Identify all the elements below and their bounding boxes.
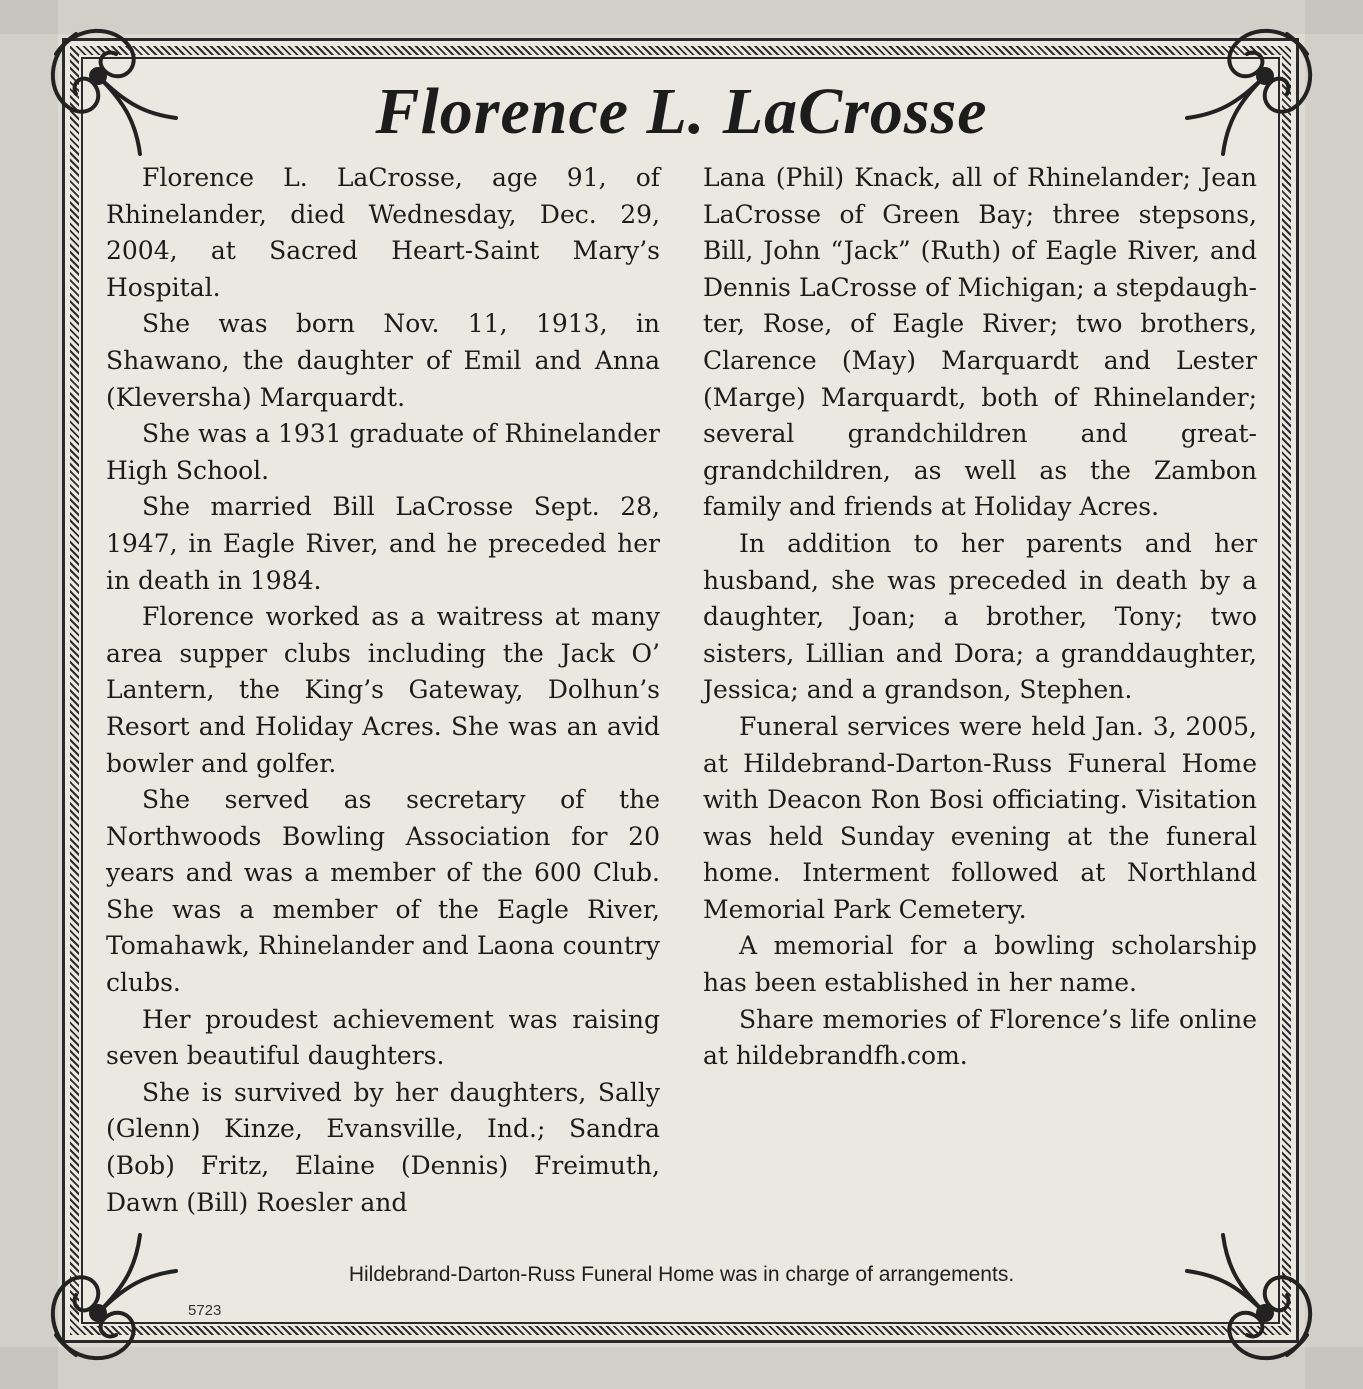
paragraph: Share memories of Florence’s life online at hildebrandfh.com.: [703, 1004, 1257, 1071]
paragraph: A memorial for a bowling scholarship has been established in her name.: [703, 931, 1257, 998]
paragraph: She was born Nov. 11, 1913, in Shawano, the daughter of Emil and Anna (Kleversha) Marquardt.: [106, 309, 660, 412]
ad-code: 5723: [188, 1302, 222, 1319]
left-column: [106, 160, 660, 1221]
funeral-home-credit: Hildebrand-Darton-Russ Funeral Home was in charge of arrangements.: [348, 1263, 1015, 1286]
paragraph: She was a 1931 graduate of Rhinelander High School.: [106, 419, 660, 485]
newsprint-bleed-top: [0, 0, 1363, 34]
newsprint-bleed-right: [1305, 0, 1363, 1389]
paragraph: She married Bill LaCrosse Sept. 28, 1947, in Eagle River, and he preceded her in death in 1984.: [106, 492, 660, 595]
paragraph: In addition to her parents and her husband, she was preceded in death by a daughter, Joan; a brother, Tony; two sisters, Lillian and Dora; a granddaughter, Jessica; and a grandson, Stephen.: [703, 528, 1257, 705]
paragraph: She is survived by her daughters, Sally (Glenn) Kinze, Evansville, Ind.; Sandra (Bob) Fritz, Elaine (Dennis) Freimuth, Dawn (Bill) Roesler and: [106, 1077, 660, 1217]
newsprint-bleed-left: [0, 0, 58, 1389]
newsprint-bleed-bottom: [0, 1347, 1363, 1389]
paragraph: She served as secretary of the Northwoods Bowling Association for 20 years and was a member of the 600 Club. She was a member of the Eagle River, Tomahawk, Rhinelander and Laona country clubs.: [106, 785, 660, 998]
paragraph: Florence L. LaCrosse, age 91, of Rhinelander, died Wednesday, Dec. 29, 2004, at Sacred Heart-Saint Mary’s Hospital.: [106, 163, 660, 302]
paragraph: Lana (Phil) Knack, all of Rhinelander; Jean LaCrosse of Green Bay; three stepsons, Bill, John “Jack” (Ruth) of Eagle River, and Dennis LaCrosse of Michigan; a stepdaughter, Rose, of Eagle River; two brothers, Clarence (May) Marquardt and Lester (Marge) Marquardt, both of Rhinelander; several grandchildren and great-grandchildren, as well as the Zambon family and friends at Holiday Acres.: [703, 163, 1257, 522]
paragraph: Her proudest achievement was raising seven beautiful daughters.: [106, 1004, 660, 1071]
corner-flourish-icon: [36, 1225, 186, 1375]
right-column: [703, 160, 1257, 1075]
corner-flourish-icon: [1177, 1225, 1327, 1375]
paragraph: Florence worked as a waitress at many area supper clubs including the Jack O’ Lantern, the King’s Gateway, Dolhun’s Resort and Holiday Acres. She was an avid bowler and golfer.: [106, 602, 660, 778]
obituary-title: Florence L. LaCrosse: [375, 75, 988, 148]
paragraph: Funeral services were held Jan. 3, 2005, at Hildebrand-Darton-Russ Funeral Home with Deacon Ron Bosi officiating. Visitation was held Sunday evening at the funeral home. Interment followed at Northland Memorial Park Cemetery.: [703, 711, 1257, 924]
